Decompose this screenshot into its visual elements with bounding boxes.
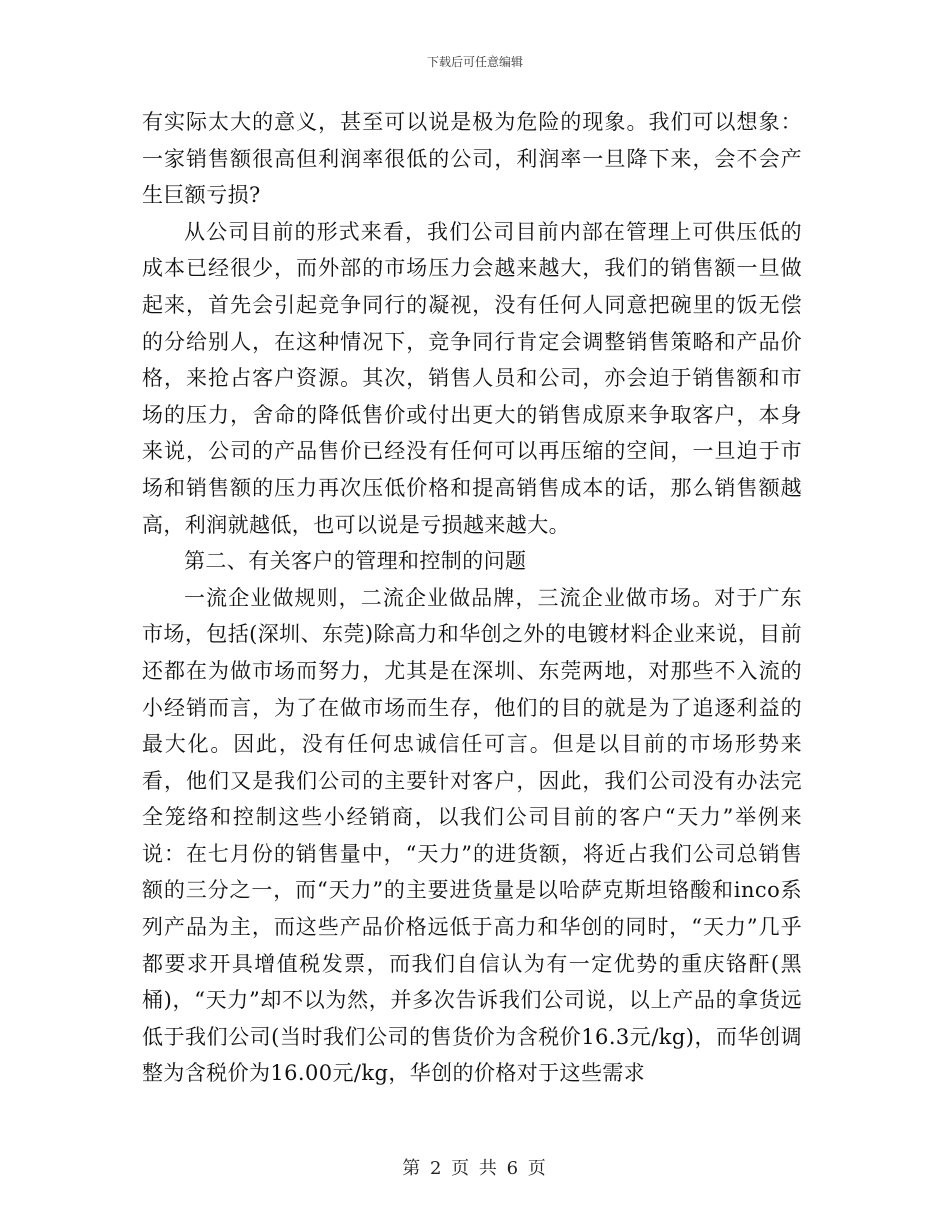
body-paragraph: 有实际太大的意义，甚至可以说是极为危险的现象。我们可以想象：一家销售额很高但利润率很低的公司，利润率一旦降下来，会不会产生巨额亏损? — [142, 110, 802, 208]
body-paragraph: 一流企业做规则，二流企业做品牌，三流企业做市场。对于广东市场，包括(深圳、东莞)除高力和华创之外的电镀材料企业来说，目前还都在为做市场而努力，尤其是在深圳、东莞两地，对那些不入流的小经销而言，为了在做市场而生存，他们的目的就是为了追逐利益的最大化。因此，没有任何忠诚信任可言。但是以目前的市场形势来看，他们又是我们公司的主要针对客户，因此，我们公司没有办法完全笼络和控制这些小经销商，以我们公司目前的客户“天力”举例来说：在七月份的销售量中，“天力”的进货额，将近占我们公司总销售额的三分之一，而“天力”的主要进货量是以哈萨克斯坦铬酸和inco系列产品为主，而这些产品价格远低于高力和华创的同时，“天力”几乎都要求开具增值税发票，而我们自信认为有一定优势的重庆铬酐(黑桶)，“天力”却不以为然，并多次告诉我们公司说，以上产品的拿货远低于我们公司(当时我们公司的售货价为含税价16.3元/kg)，而华创调整为含税价为16.00元/kg，华创的价格对于这些需求 — [142, 585, 802, 1086]
section-heading: 第二、有关客户的管理和控制的问题 — [184, 549, 527, 574]
page-header: 下载后可任意编辑 — [426, 55, 523, 69]
document-body — [142, 104, 802, 1092]
body-paragraph: 从公司目前的形式来看，我们公司目前内部在管理上可供压低的成本已经很少，而外部的市场压力会越来越大，我们的销售额一旦做起来，首先会引起竞争同行的凝视，没有任何人同意把碗里的饭无偿的分给别人，在这种情况下，竞争同行肯定会调整销售策略和产品价格，来抢占客户资源。其次，销售人员和公司，亦会迫于销售额和市场的压力，舍命的降低售价或付出更大的销售成原来争取客户，本身来说，公司的产品售价已经没有任何可以再压缩的空间，一旦迫于市场和销售额的压力再次压低价格和提高销售成本的话，那么销售额越高，利润就越低，也可以说是亏损越来越大。 — [142, 219, 802, 537]
page-number: 第 2 页 共 6 页 — [402, 1158, 548, 1179]
